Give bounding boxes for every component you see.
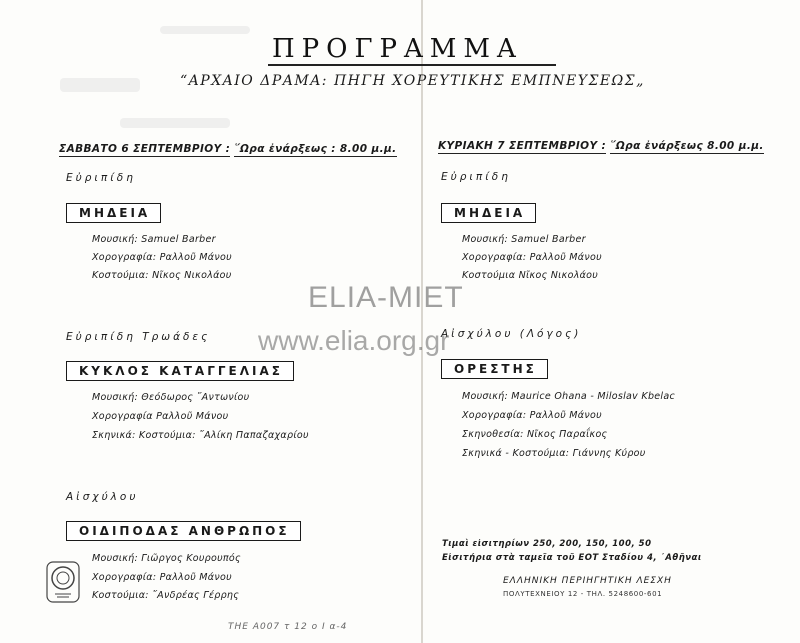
page-title: ΠΡΟΓΡΑΜΜΑ — [272, 34, 523, 64]
left-time-label: ῞Ωρα ἐνάρξεως : 8.00 μ.μ. — [234, 143, 397, 155]
page-subtitle: “ΑΡΧΑΙΟ ΔΡΑΜΑ: ΠΗΓΗ ΧΟΡΕΥΤΙΚΗΣ ΕΜΠΝΕΥΣΕΩΣ„ — [180, 73, 645, 89]
archive-stamp-icon — [45, 560, 81, 604]
left-play-3-author: Αἰσχύλου — [66, 491, 139, 503]
right-play-1-credit: Χορογραφία: Ραλλοῦ Μάνου — [462, 252, 602, 263]
left-play-1-title: ΜΗΔΕΙΑ — [66, 203, 161, 223]
left-play-2-credit: Μουσική: Θεόδωρος ῎Αντωνίου — [92, 392, 250, 403]
ink-smudge — [60, 78, 140, 92]
ink-smudge — [120, 118, 230, 128]
ink-smudge — [160, 26, 250, 34]
watermark-url: www.elia.org.gr — [258, 325, 450, 356]
left-play-1-credit: Μουσική: Samuel Barber — [92, 234, 216, 245]
watermark-text: ELIA-MIET — [308, 281, 464, 314]
center-fold — [421, 0, 423, 643]
ticket-prices: Τιμαὶ εἰσιτηρίων 250, 200, 150, 100, 50 — [442, 539, 652, 549]
handwritten-catalogue-number: ΤΗΕ Α007 τ 12 ο Ι α-4 — [228, 622, 348, 632]
left-day-header — [59, 143, 397, 155]
left-play-2-credit: Σκηνικά: Κοστούμια: ῎Αλίκη Παπαζαχαρίου — [92, 430, 309, 441]
left-play-3-credit: Μουσική: Γιῶργος Κουρουπός — [92, 553, 241, 564]
right-play-2-credit: Σκηνικά - Κοστούμια: Γιάννης Κύρου — [462, 448, 646, 459]
right-play-2-title: ΟΡΕΣΤΗΣ — [441, 359, 548, 379]
right-play-1-author: Εὐριπίδη — [441, 171, 511, 183]
right-play-1-credit: Κοστούμια Νῖκος Νικολάου — [462, 270, 599, 281]
right-play-2-credit: Μουσική: Maurice Ohana - Miloslav Kbelac — [462, 391, 676, 402]
left-day-label: ΣΑΒΒΑΤΟ 6 ΣΕΠΤΕΜΒΡΙΟΥ : — [59, 143, 231, 155]
right-play-2-author: Αἰσχύλου (Λόγος) — [441, 328, 582, 340]
left-play-3-title: ΟΙΔΙΠΟΔΑΣ ΑΝΘΡΩΠΟΣ — [66, 521, 301, 541]
title-underline — [268, 64, 556, 66]
organizer-address: ΠΟΛΥΤΕΧΝΕΙΟΥ 12 - ΤΗΛ. 5248600-601 — [503, 590, 663, 598]
right-play-2-credit: Χορογραφία: Ραλλοῦ Μάνου — [462, 410, 602, 421]
left-play-3-credit: Χορογραφία: Ραλλοῦ Μάνου — [92, 572, 232, 583]
organizer-name: ΕΛΛΗΝΙΚΗ ΠΕΡΙΗΓΗΤΙΚΗ ΛΕΣΧΗ — [503, 576, 672, 586]
right-play-1-credit: Μουσική: Samuel Barber — [462, 234, 586, 245]
right-day-label: ΚΥΡΙΑΚΗ 7 ΣΕΠΤΕΜΒΡΙΟΥ : — [438, 140, 607, 152]
left-play-1-author: Εὐριπίδη — [66, 172, 136, 184]
left-play-2-credit: Χορογραφία Ραλλοῦ Μάνου — [92, 411, 229, 422]
right-play-2-credit: Σκηνοθεσία: Νῖκος Παραΐκος — [462, 429, 608, 440]
left-play-2-author: Εὐριπίδη Τρωάδες — [66, 331, 211, 343]
left-play-2-title: ΚΥΚΛΟΣ ΚΑΤΑΓΓΕΛΙΑΣ — [66, 361, 294, 381]
left-play-1-credit: Κοστούμια: Νῖκος Νικολάου — [92, 270, 232, 281]
right-day-header — [438, 140, 764, 152]
right-time-label: ῞Ωρα ἐνάρξεως 8.00 μ.μ. — [610, 140, 764, 152]
right-play-1-title: ΜΗΔΕΙΑ — [441, 203, 536, 223]
left-play-3-credit: Κοστούμια: ῎Ανδρέας Γέρρης — [92, 590, 240, 601]
ticket-outlets: Εἰσιτήρια στὰ ταμεῖα τοῦ ΕΟΤ Σταδίου 4, ᾿Αθῆναι — [442, 553, 702, 563]
left-play-1-credit: Χορογραφία: Ραλλοῦ Μάνου — [92, 252, 232, 263]
